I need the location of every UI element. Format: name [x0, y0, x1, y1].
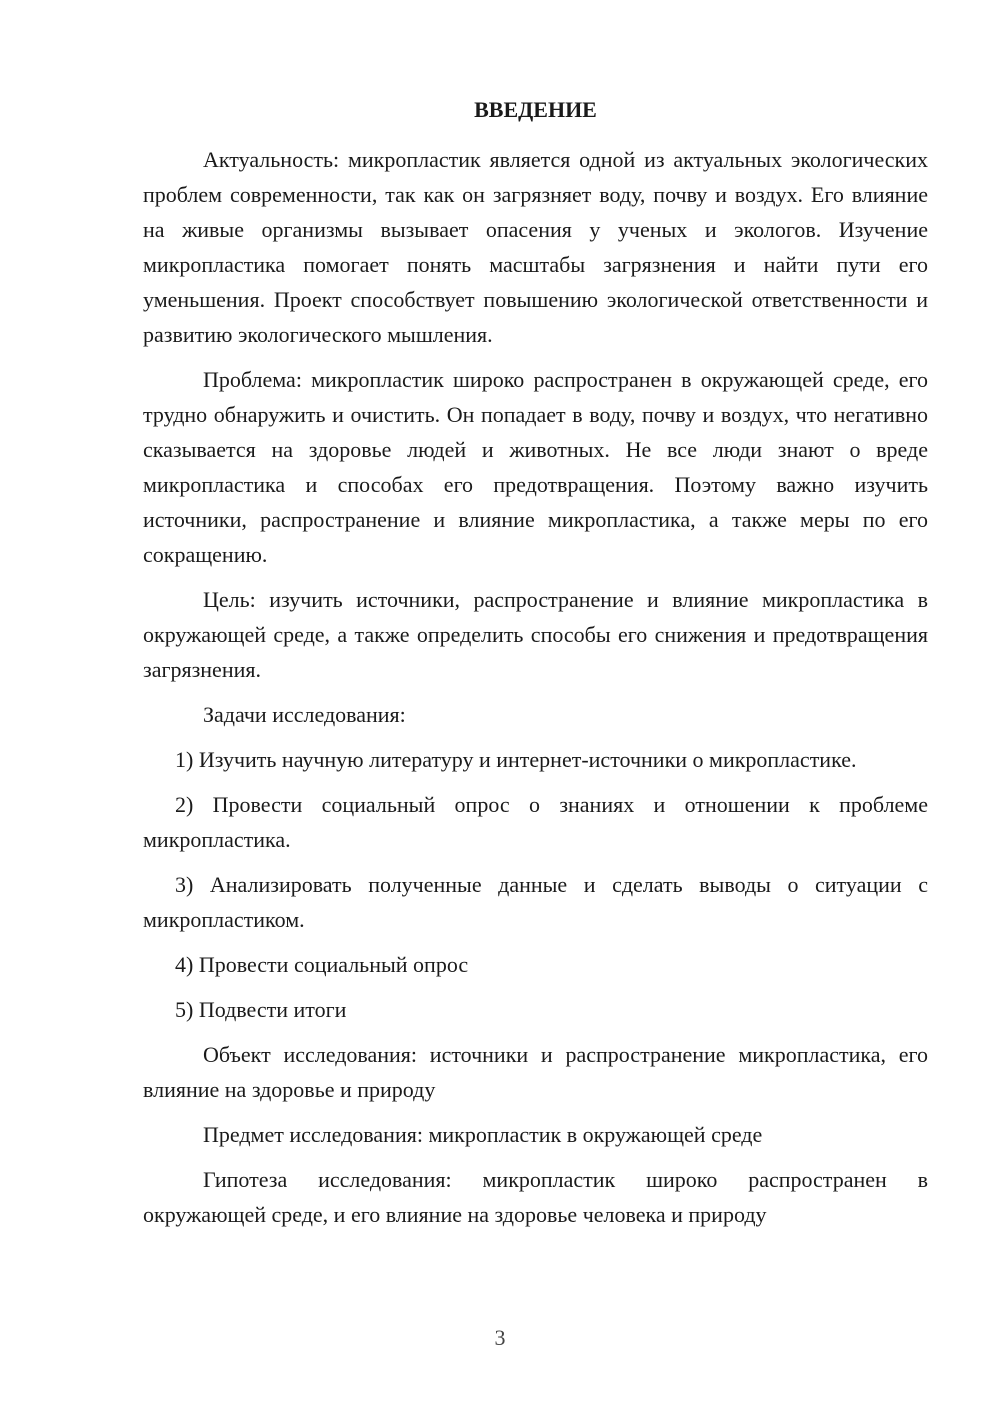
hypothesis-paragraph: Гипотеза исследования: микропластик широко распространен в окружающей среде, и его влияние на здоровье человека и природу [143, 1167, 928, 1227]
task-item: 5) Подвести итоги [175, 997, 347, 1022]
task-item: 1) Изучить научную литературу и интернет-источники о микропластике. [175, 747, 857, 772]
object-paragraph: Объект исследования: источники и распространение микропластика, его влияние на здоровье и природу [143, 1042, 928, 1102]
document-page [143, 95, 928, 1242]
page-number: 3 [494, 1325, 506, 1350]
subject-paragraph: Предмет исследования: микропластик в окружающей среде [203, 1122, 763, 1147]
problem-paragraph: Проблема: микропластик широко распространен в окружающей среде, его трудно обнаружить и очистить. Он попадает в воду, почву и воздух, что негативно сказывается на здоровье людей и животных. Не все люди знают о вреде микропластика и способах его предотвращения. Поэтому важно изучить источники, распространение и влияние микропластика, а также меры по его сокращению. [143, 367, 928, 567]
task-item: 3) Анализировать полученные данные и сделать выводы о ситуации с микропластиком. [143, 872, 928, 932]
section-heading: ВВЕДЕНИЕ [474, 97, 597, 122]
goal-paragraph: Цель: изучить источники, распространение и влияние микропластика в окружающей среде, а также определить способы его снижения и предотвращения загрязнения. [143, 587, 928, 682]
relevance-paragraph: Актуальность: микропластик является одной из актуальных экологических проблем современности, так как он загрязняет воду, почву и воздух. Его влияние на живые организмы вызывает опасения у ученых и экологов. Изучение микропластика помогает понять масштабы загрязнения и найти пути его уменьшения. Проект способствует повышению экологической ответственности и развитию экологического мышления. [143, 147, 928, 347]
task-item: 2) Провести социальный опрос о знаниях и отношении к проблеме микропластика. [143, 792, 928, 852]
tasks-heading: Задачи исследования: [203, 702, 406, 727]
task-item: 4) Провести социальный опрос [175, 952, 469, 977]
